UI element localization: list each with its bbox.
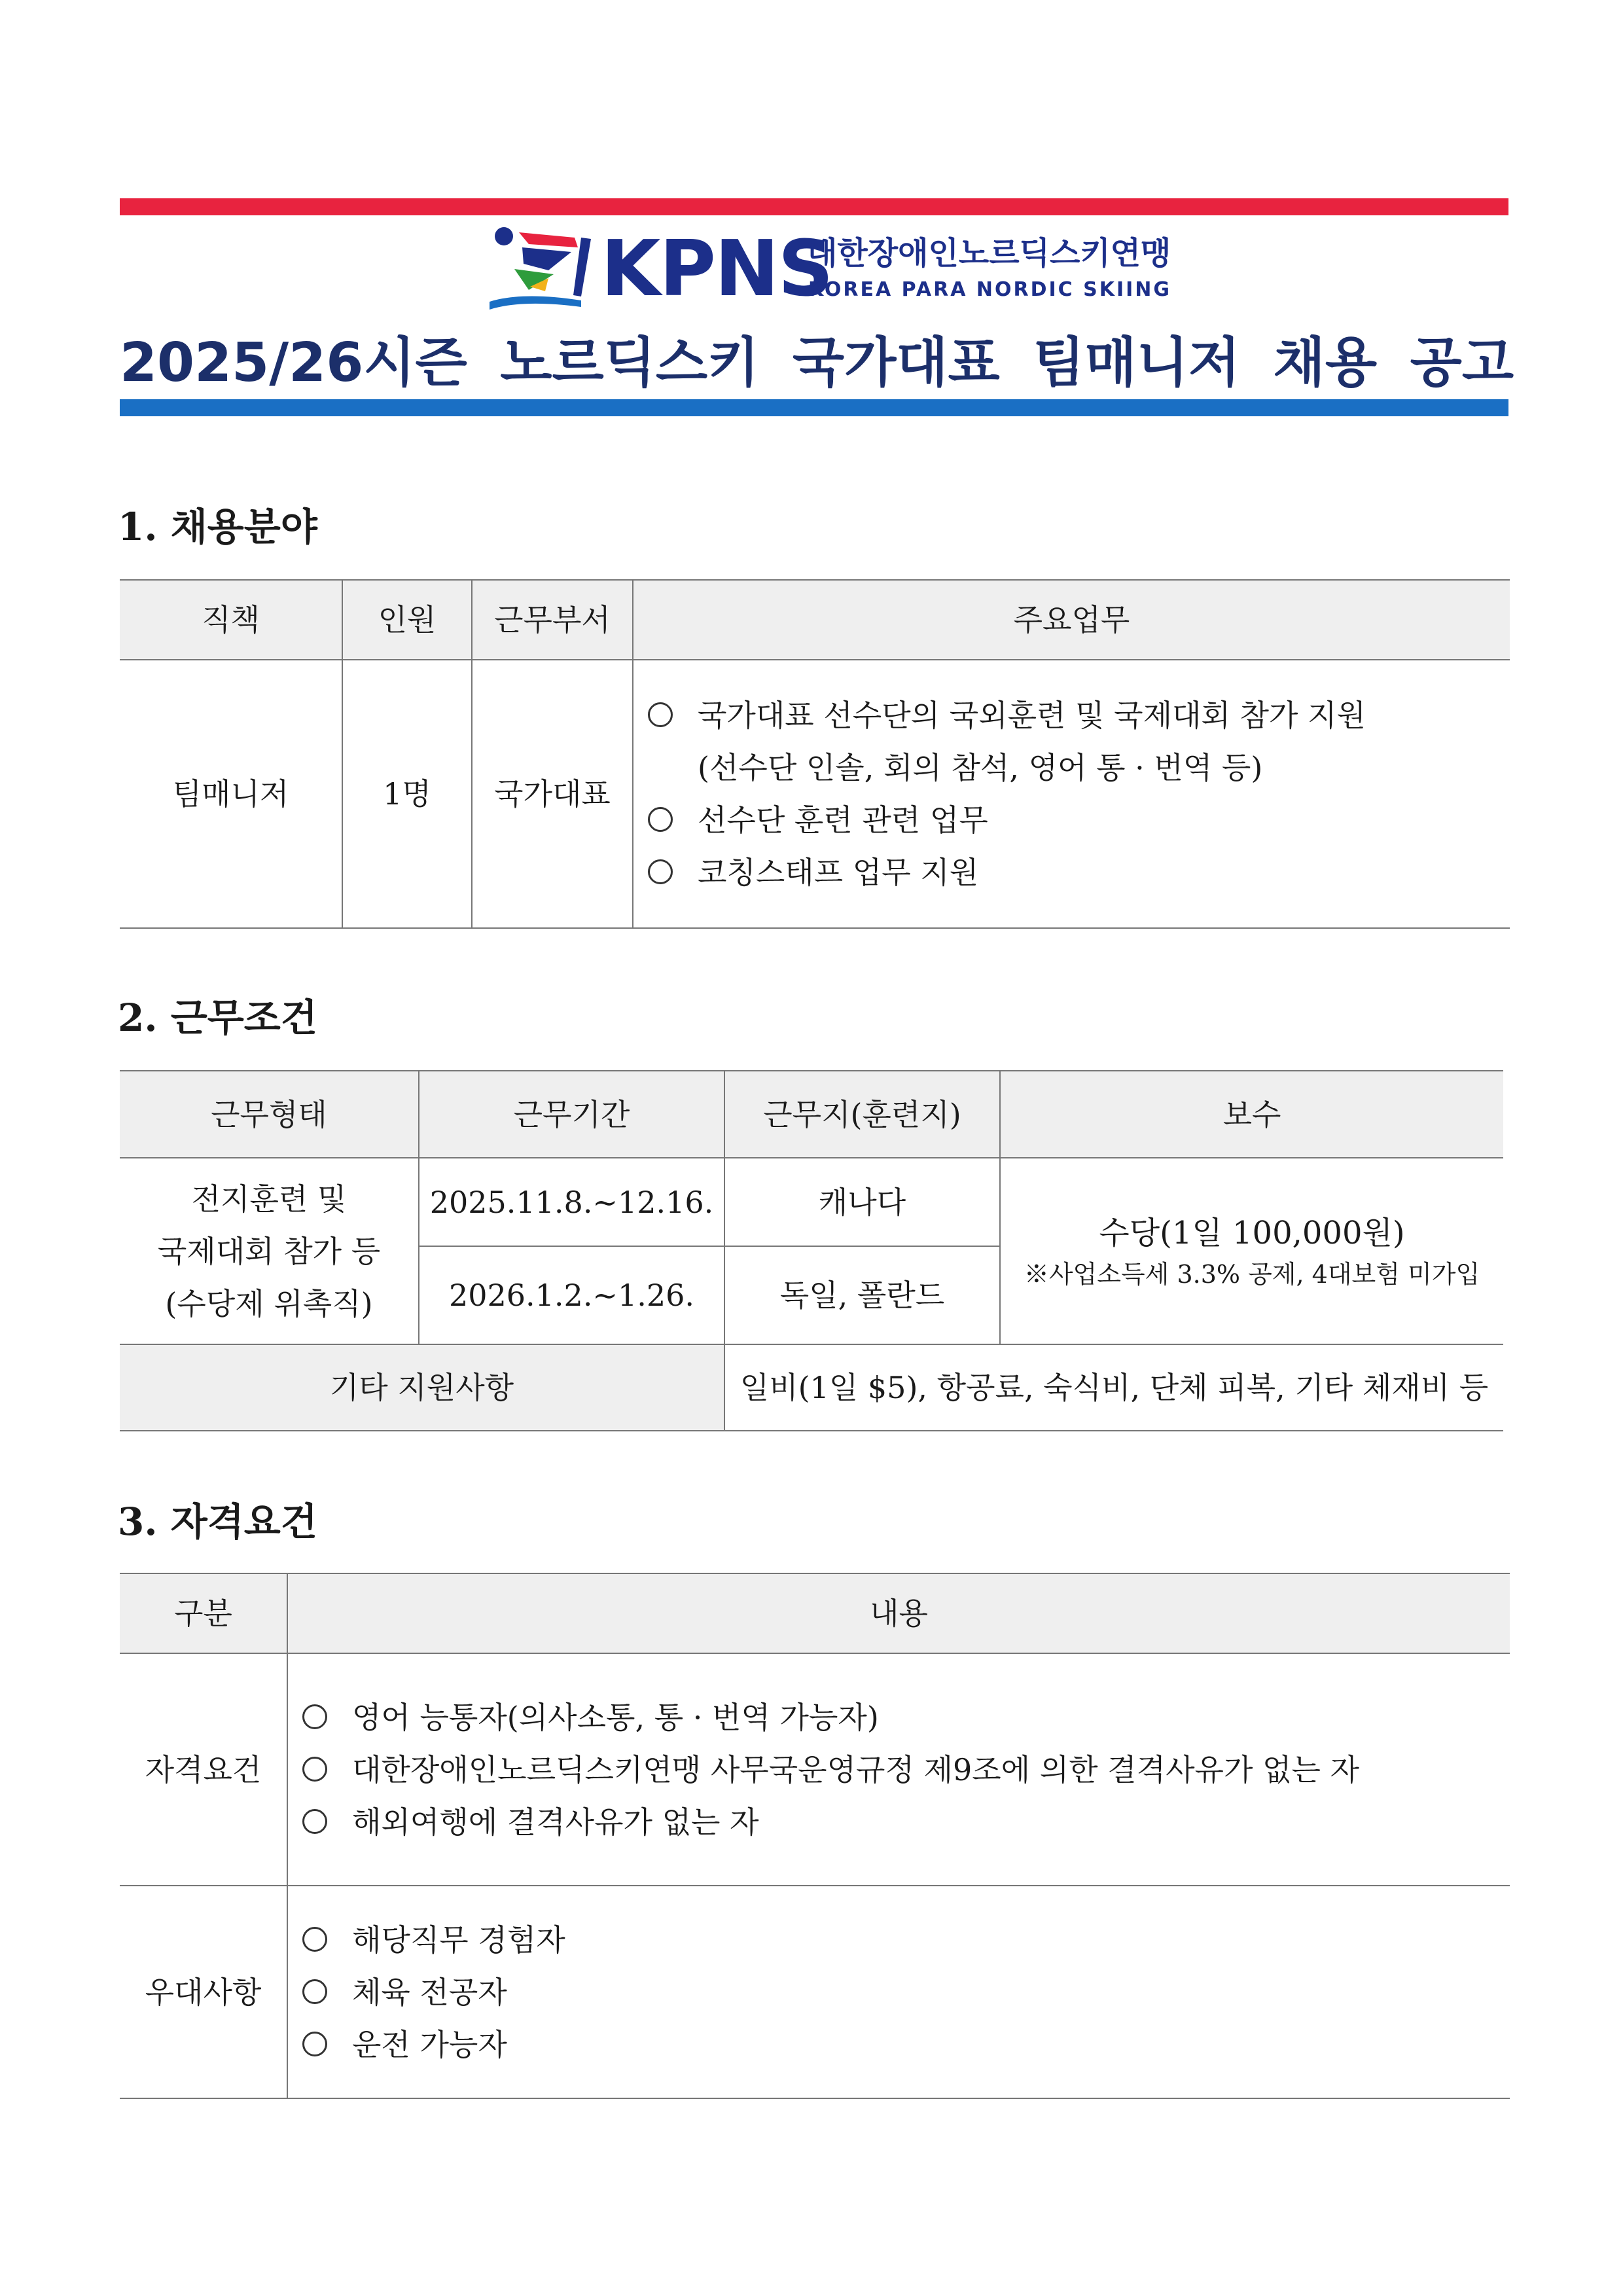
qualification-list [302, 1691, 1503, 1848]
list-item [648, 794, 1503, 846]
circle-bullet-icon [302, 1704, 327, 1729]
qualification-table [120, 1573, 1510, 2099]
period-1: 2025.11.8.~12.16. [419, 1158, 724, 1246]
col-position: 직책 [120, 580, 342, 660]
preference-label: 우대사항 [120, 1886, 287, 2098]
duty-subtext: (선수단 인솔, 회의 참석, 영어 통 · 번역 등) [698, 750, 1263, 785]
list-item [302, 1744, 1503, 1796]
circle-bullet-icon [648, 702, 673, 727]
col-count: 인원 [342, 580, 472, 660]
duty-text: 국가대표 선수단의 국외훈련 및 국제대회 참가 지원 [698, 698, 1366, 733]
work-type-line: 전지훈련 및 [191, 1181, 347, 1217]
item-text: 대한장애인노르딕스키연맹 사무국운영규정 제9조에 의한 결격사유가 없는 자 [352, 1751, 1359, 1787]
duty-text: 선수단 훈련 관련 업무 [698, 802, 988, 838]
section2-heading: 2. 근무조건 [118, 996, 317, 1040]
pay-cell [1000, 1158, 1503, 1344]
col-pay: 보수 [1000, 1071, 1503, 1158]
circle-bullet-icon [302, 1757, 327, 1782]
list-item [648, 846, 1503, 899]
duty-text: 코칭스태프 업무 지원 [698, 855, 979, 890]
logo-korean-name: 대한장애인노르딕스키연맹 [807, 235, 1171, 272]
list-item [302, 1691, 1503, 1744]
item-text: 체육 전공자 [352, 1974, 507, 2010]
recruit-field-table [120, 579, 1510, 929]
col-department: 근무부서 [472, 580, 633, 660]
list-item [302, 1796, 1503, 1848]
item-text: 영어 능통자(의사소통, 통 · 번역 가능자) [352, 1699, 879, 1735]
logo-mark: KPNS [601, 223, 832, 314]
header-blue-bar [120, 399, 1508, 416]
pay-note: ※사업소득세 3.3% 공제, 4대보험 미가입 [1024, 1259, 1480, 1289]
skier-icon [483, 218, 594, 316]
duties-list [648, 689, 1503, 899]
list-item [302, 1966, 1503, 2018]
other-support-value: 일비(1일 $5), 항공료, 숙식비, 단체 피복, 기타 체재비 등 [724, 1344, 1503, 1431]
kpns-logo [483, 218, 1172, 316]
period-2: 2026.1.2.~1.26. [419, 1246, 724, 1344]
col-work-type: 근무형태 [120, 1071, 419, 1158]
preference-cell [287, 1886, 1510, 2098]
col-work-location: 근무지(훈련지) [724, 1071, 1000, 1158]
circle-bullet-icon [302, 1979, 327, 2004]
section1-heading: 1. 채용분야 [118, 505, 317, 549]
circle-bullet-icon [648, 859, 673, 884]
col-work-period: 근무기간 [419, 1071, 724, 1158]
work-type-cell [120, 1158, 419, 1344]
page-title: 2025/26시즌 노르딕스키 국가대표 팀매니저 채용 공고 [120, 332, 1514, 394]
work-type-line: (수당제 위촉직) [165, 1285, 373, 1321]
location-1: 캐나다 [724, 1158, 1000, 1246]
work-type-line: 국제대회 참가 등 [157, 1233, 381, 1269]
qualification-label: 자격요건 [120, 1653, 287, 1886]
circle-bullet-icon [302, 1809, 327, 1834]
item-text: 해외여행에 결격사유가 없는 자 [352, 1804, 759, 1840]
item-text: 운전 가능자 [352, 2026, 507, 2062]
col-category: 구분 [120, 1573, 287, 1653]
circle-bullet-icon [302, 1927, 327, 1952]
logo-english-name: KOREA PARA NORDIC SKIING [808, 278, 1172, 301]
section3-heading: 3. 자격요건 [118, 1499, 317, 1544]
list-item [302, 2018, 1503, 2071]
location-2: 독일, 폴란드 [724, 1246, 1000, 1344]
count-value: 1명 [342, 660, 472, 928]
item-text: 해당직무 경험자 [352, 1922, 565, 1958]
circle-bullet-icon [648, 807, 673, 832]
department-value: 국가대표 [472, 660, 633, 928]
header-red-bar [120, 198, 1508, 215]
qualification-cell [287, 1653, 1510, 1886]
work-conditions-table [120, 1070, 1503, 1431]
other-support-label: 기타 지원사항 [120, 1344, 724, 1431]
duties-cell [633, 660, 1510, 928]
col-duties: 주요업무 [633, 580, 1510, 660]
preference-list [302, 1914, 1503, 2071]
pay-main: 수당(1일 100,000원) [1099, 1214, 1405, 1251]
list-item [648, 689, 1503, 794]
col-content: 내용 [287, 1573, 1510, 1653]
circle-bullet-icon [302, 2032, 327, 2056]
position-value: 팀매니저 [120, 660, 342, 928]
list-item [302, 1914, 1503, 1966]
